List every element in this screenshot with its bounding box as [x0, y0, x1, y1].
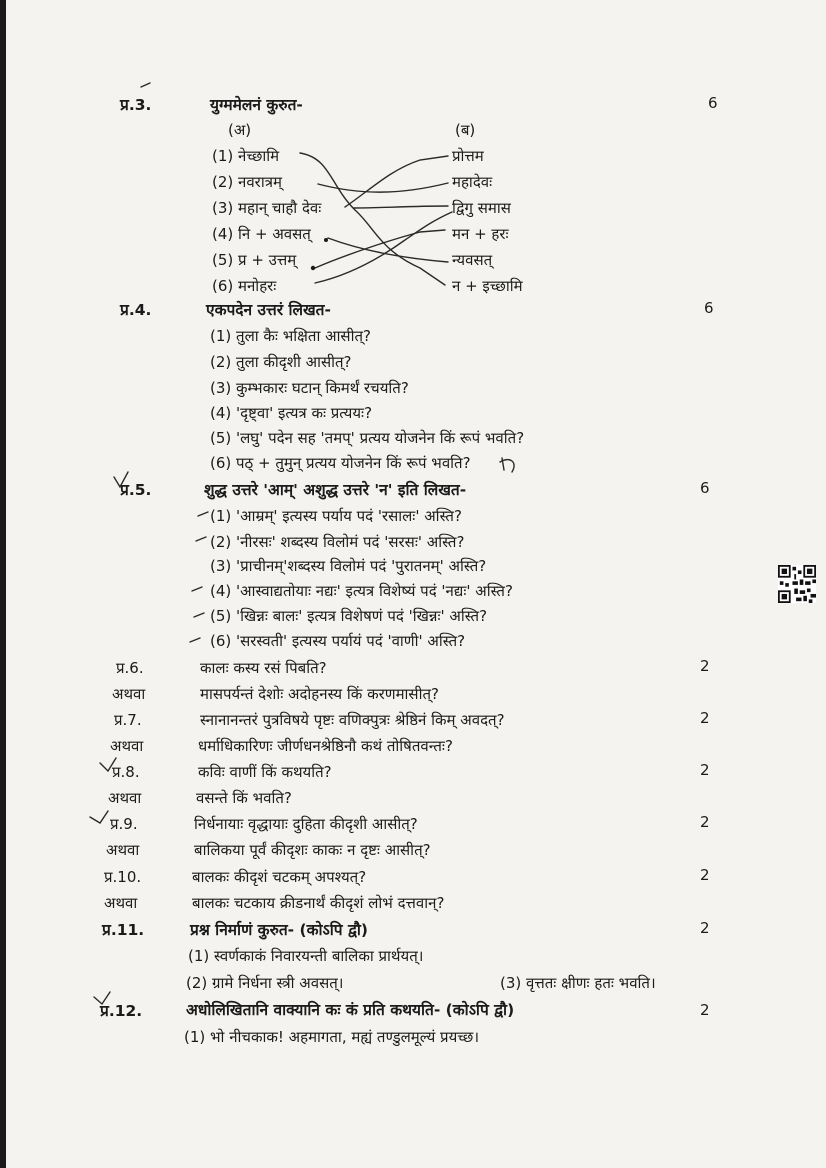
q12-heading: अधोलिखितानि वाक्यानि कः कं प्रति कथयति- (कोऽपि द्वौ) — [186, 1001, 515, 1019]
short-text: निर्धनायाः वृद्धायाः दुहिता कीदृशी आसीत्? — [194, 815, 418, 833]
short-marks: 2 — [700, 866, 710, 884]
q4-item: (5) 'लघु' पदेन सह 'तमप्' प्रत्यय योजनेन किं रूपं भवति? — [210, 429, 525, 447]
q3-b-item: न + इच्छामि — [452, 277, 523, 295]
short-label: प्र.9. — [110, 815, 138, 833]
short-text: धर्माधिकारिणः जीर्णधनश्रेष्ठिनौ कथं तोषितवन्तः? — [198, 737, 453, 755]
q5-item: (1) 'आम्रम्' इत्यस्य पर्याय पदं 'रसालः' अस्ति? — [210, 507, 462, 525]
q3-number: प्र.3. — [120, 96, 152, 114]
q3-col-b-header: (ब) — [455, 121, 476, 139]
short-text: कविः वाणीं किं कथयति? — [198, 763, 332, 781]
short-marks: 2 — [700, 709, 710, 727]
q3-marks: 6 — [708, 94, 718, 112]
match-line — [345, 156, 448, 207]
short-text: बालकः कीदृशं चटकम् अपश्यत्? — [192, 868, 367, 886]
short-marks: 2 — [700, 657, 710, 675]
short-marks: 2 — [700, 813, 710, 831]
q3-a-item: (3) महान् चाहौ देवः — [212, 199, 322, 217]
q3-a-item: (4) नि + अवसत् — [212, 225, 311, 243]
short-label: अथवा — [104, 894, 138, 912]
q4-item: (1) तुला कैः भक्षिता आसीत्? — [210, 327, 371, 345]
q3-b-item: महादेवः — [452, 173, 493, 191]
q11-item: (1) स्वर्णकाकं निवारयन्ती बालिका प्रार्थयत्। — [188, 947, 424, 965]
q5-heading: शुद्ध उत्तरे 'आम्' अशुद्ध उत्तरे 'न' इति लिखत- — [204, 481, 467, 499]
q5-item: (2) 'नीरसः' शब्दस्य विलोमं पदं 'सरसः' अस्ति? — [210, 533, 465, 551]
q4-item: (4) 'दृष्ट्वा' इत्यत्र कः प्रत्ययः? — [210, 404, 373, 422]
q5-item: (3) 'प्राचीनम्'शब्दस्य विलोमं पदं 'पुरातनम्' अस्ति? — [210, 557, 487, 575]
q5-item: (5) 'खिन्नः बालः' इत्यत्र विशेषणं पदं 'खिन्नः' अस्ति? — [210, 607, 488, 625]
short-text: मासपर्यन्तं देशोः अदोहनस्य किं करणमासीत्? — [200, 685, 439, 703]
short-text: बालकः चटकाय क्रीडनार्थं कीदृशं लोभं दत्तवान्? — [192, 894, 445, 912]
short-text: स्नानानन्तरं पुत्रविषये पृष्टः वणिक्पुत्रः श्रेष्ठिनं किम् अवदत्? — [200, 711, 505, 729]
q3-b-item: मन + हरः — [452, 225, 509, 243]
short-label: प्र.7. — [114, 711, 142, 729]
q3-b-item: द्विगु समास — [452, 199, 511, 217]
q11-number: प्र.11. — [102, 921, 145, 939]
q11-heading: प्रश्न निर्माणं कुरुत- (कोऽपि द्वौ) — [190, 921, 368, 939]
short-text: बालिकया पूर्वं कीदृशः काकः न दृष्टः आसीत्? — [194, 841, 431, 859]
q3-a-item: (2) नवरात्रम् — [212, 173, 282, 191]
short-marks: 2 — [700, 761, 710, 779]
q3-heading: युग्ममेलनं कुरुत- — [210, 96, 303, 114]
match-line — [315, 212, 452, 283]
short-label: प्र.8. — [112, 763, 140, 781]
q12-marks: 2 — [700, 1001, 710, 1019]
q3-col-a-header: (अ) — [228, 121, 252, 139]
q11-marks: 2 — [700, 919, 710, 937]
short-label: अथवा — [108, 789, 142, 807]
short-text: कालः कस्य रसं पिबति? — [200, 659, 327, 677]
q3-a-item: (6) मनोहरः — [212, 277, 277, 295]
short-label: प्र.10. — [104, 868, 142, 886]
q3-b-item: प्रोत्तम — [452, 147, 484, 165]
q3-b-item: न्यवसत् — [452, 251, 493, 269]
q5-item: (6) 'सरस्वती' इत्यस्य पर्यायं पदं 'वाणी' अस्ति? — [210, 632, 466, 650]
short-label: अथवा — [112, 685, 146, 703]
q3-a-item: (5) प्र + उत्तम् — [212, 251, 297, 269]
q4-number: प्र.4. — [120, 301, 152, 319]
short-label: अथवा — [110, 737, 144, 755]
q4-item: (2) तुला कीदृशी आसीत्? — [210, 353, 352, 371]
q11-item: (2) ग्रामे निर्धना स्त्री अवसत्। — [186, 974, 344, 992]
match-line — [315, 230, 445, 268]
q12-item: (1) भो नीचकाक! अहमागता, मह्यं तण्डुलमूल्यं प्रयच्छ। — [184, 1028, 480, 1046]
q5-item: (4) 'आस्वाद्यतोयाः नद्यः' इत्यत्र विशेष्यं पदं 'नद्यः' अस्ति? — [210, 582, 513, 600]
q4-item: (6) पठ् + तुमुन् प्रत्यय योजनेन किं रूपं भवति? — [210, 454, 471, 472]
short-label: प्र.6. — [116, 659, 144, 677]
short-label: अथवा — [106, 841, 140, 859]
match-line — [354, 206, 448, 208]
q5-marks: 6 — [700, 479, 710, 497]
q3-a-item: (1) नेच्छामि — [212, 147, 280, 165]
q4-heading: एकपदेन उत्तरं लिखत- — [206, 301, 331, 319]
short-text: वसन्ते किं भवति? — [196, 789, 292, 807]
q11-item: (3) वृत्ततः क्षीणः हतः भवति। — [500, 974, 656, 992]
q5-number: प्र.5. — [120, 481, 152, 499]
q4-item: (3) कुम्भकारः घटान् किमर्थं रचयति? — [210, 379, 409, 397]
q4-marks: 6 — [704, 299, 714, 317]
q12-number: प्र.12. — [100, 1002, 143, 1020]
qr-code-icon — [778, 565, 816, 603]
